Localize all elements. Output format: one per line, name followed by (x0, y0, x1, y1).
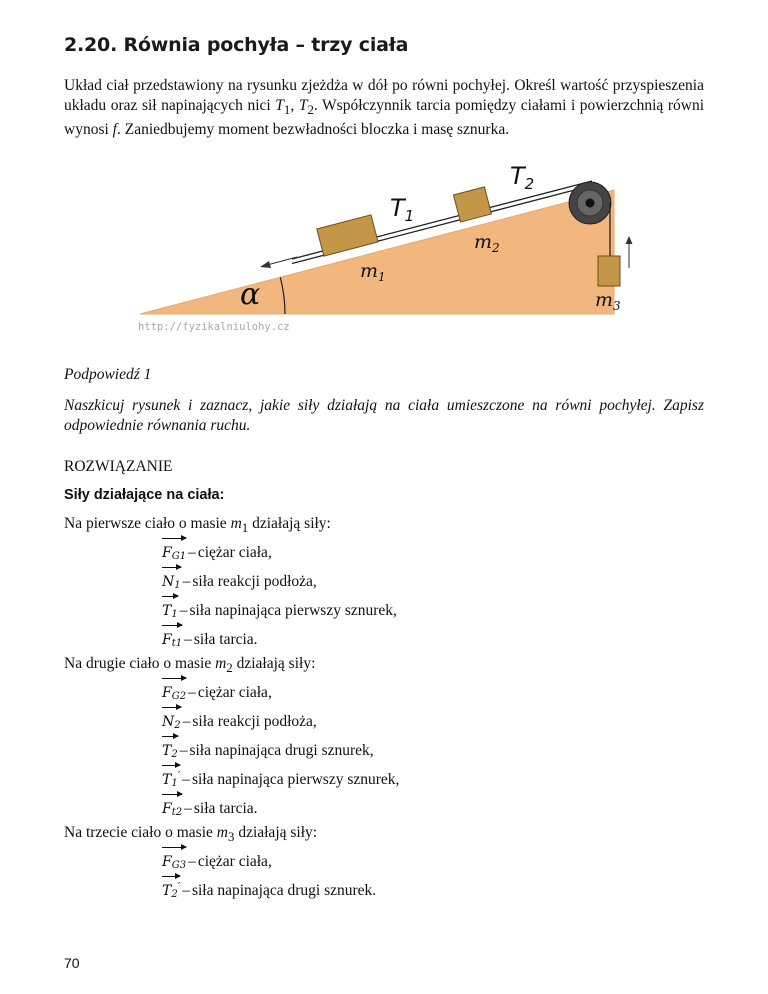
force-item (162, 765, 704, 794)
dash: – (184, 800, 192, 817)
force-item (162, 847, 704, 876)
hint-title: Podpowiedź 1 (64, 366, 152, 383)
block-m2 (453, 187, 491, 222)
symbol-t1: T (275, 97, 284, 114)
up-arrow (626, 236, 633, 268)
force-vector-symbol: $T_1$ (162, 596, 178, 622)
dash: – (182, 713, 191, 730)
mass-symbol: m (215, 655, 227, 672)
hint-body: Naszkicuj rysunek i zaznacz, jakie siły działają na ciała umieszczone na równi pochyłej. Zapisz odpowiednie równania ruchu. (64, 397, 704, 434)
dash: – (182, 771, 190, 788)
force-vector-symbol: $N_2$ (162, 707, 181, 733)
label-m1: $m_1$ (360, 260, 386, 284)
force-description: ciężar ciała, (197, 544, 272, 561)
incline-triangle (140, 190, 614, 314)
dash: – (184, 631, 192, 648)
force-item (162, 707, 704, 736)
label-t2: $T_2$ (510, 162, 535, 193)
force-description: siła napinająca pierwszy sznurek, (191, 771, 400, 788)
force-item (162, 538, 704, 567)
force-group-2 (64, 654, 704, 823)
vector-arrow (162, 765, 180, 766)
mass-symbol: m (230, 515, 242, 532)
vector-arrow (162, 794, 182, 795)
intro-text-3: . Zaniedbujemy moment bezwładności bloczka i masę sznurka. (116, 121, 510, 139)
force-description: ciężar ciała, (197, 853, 272, 870)
mass-symbol: m (216, 824, 228, 841)
group-intro-text: Na trzecie ciało o masie (64, 824, 217, 841)
vector-arrow (162, 847, 186, 848)
mass-subscript: 3 (227, 829, 235, 845)
label-t1: $T_1$ (390, 194, 415, 225)
force-item (162, 625, 704, 654)
force-description: siła napinająca drugi sznurek. (191, 882, 377, 899)
group-intro-text: Na drugie ciało o masie (64, 655, 216, 672)
group-intro-text: Na pierwsze ciało o masie (64, 515, 231, 532)
vector-arrow (162, 678, 186, 679)
vector-arrow (162, 707, 181, 708)
group-intro (64, 823, 704, 847)
motion-arrow (260, 257, 297, 268)
force-list (64, 538, 704, 654)
mass-subscript: 2 (226, 660, 233, 676)
group-intro (64, 654, 704, 678)
vector-arrow (162, 736, 178, 737)
problem-statement (64, 76, 704, 140)
label-m3: $m_3$ (595, 289, 621, 313)
force-group-3 (64, 823, 704, 905)
force-vector-symbol: $F_{G1}$ (162, 538, 186, 564)
vector-arrow (162, 625, 182, 626)
dash: – (182, 573, 191, 590)
force-description: ciężar ciała, (197, 684, 272, 701)
force-list (64, 847, 704, 905)
page-title: 2.20. Równia pochyła – trzy ciała (64, 34, 409, 56)
force-item (162, 567, 704, 596)
page-number: 70 (64, 955, 80, 971)
group-intro-tail: działają siły: (232, 655, 316, 672)
force-vector-symbol: $F_{t2}$ (162, 794, 182, 820)
dash: – (182, 882, 190, 899)
dash: – (188, 544, 196, 561)
forces-subheading: Siły działające na ciała: (64, 487, 225, 503)
force-item (162, 794, 704, 823)
force-group-1 (64, 514, 704, 654)
group-intro-tail: działają siły: (234, 824, 318, 841)
dash: – (179, 602, 188, 619)
force-vector-symbol: $T_1'$ (162, 765, 180, 791)
force-vector-symbol: $T_2'$ (162, 876, 180, 902)
block-m1 (317, 215, 378, 256)
symbol-f: f (112, 121, 117, 139)
dash: – (179, 742, 188, 759)
force-list (64, 678, 704, 823)
symbol-t1-sub: 1 (283, 102, 291, 118)
inclined-plane-figure (134, 160, 634, 340)
mass-subscript: 1 (241, 520, 249, 536)
force-item (162, 678, 704, 707)
group-intro-tail: działają siły: (248, 515, 331, 532)
dash: – (188, 684, 196, 701)
angle-alpha-label: α (240, 277, 261, 312)
force-item (162, 596, 704, 625)
force-vector-symbol: $F_{G3}$ (162, 847, 186, 873)
force-description: siła tarcia. (193, 631, 258, 648)
vector-arrow (162, 538, 186, 539)
force-vector-symbol: $F_{t1}$ (162, 625, 182, 651)
intro-text-1: Układ ciał przedstawiony na rysunku zjeżdża w dół po równi pochyłej. Określ wartość przyspieszenia układu oraz sił napinających nici (64, 77, 704, 114)
force-description: siła reakcji podłoża, (192, 713, 317, 730)
force-description: siła napinająca pierwszy sznurek, (189, 602, 397, 619)
watermark: http://fyzikalniulohy.cz (138, 321, 290, 333)
group-intro (64, 514, 704, 538)
force-description: siła napinająca drugi sznurek, (189, 742, 374, 759)
vector-arrow (162, 567, 181, 568)
intro-text-2: . Współczynnik tarcia pomiędzy ciałami i powierzchnią równi wynosi (64, 97, 705, 139)
force-item (162, 876, 704, 905)
vector-arrow (162, 596, 178, 597)
force-groups (64, 514, 704, 905)
solution-heading: ROZWIĄZANIE (64, 458, 173, 475)
force-item (162, 736, 704, 765)
force-vector-symbol: $T_2$ (162, 736, 178, 762)
dash: – (188, 853, 196, 870)
force-vector-symbol: $N_1$ (162, 567, 181, 593)
vector-arrow (162, 876, 180, 877)
force-description: siła reakcji podłoża, (192, 573, 317, 590)
pulley-axle (586, 199, 595, 208)
label-m2: $m_2$ (474, 231, 500, 255)
block-m3 (598, 256, 620, 286)
symbol-t2: T (298, 97, 308, 114)
intro-separator: , (290, 97, 299, 114)
force-vector-symbol: $F_{G2}$ (162, 678, 186, 704)
symbol-t2-sub: 2 (307, 102, 314, 118)
force-description: siła tarcia. (193, 800, 258, 817)
